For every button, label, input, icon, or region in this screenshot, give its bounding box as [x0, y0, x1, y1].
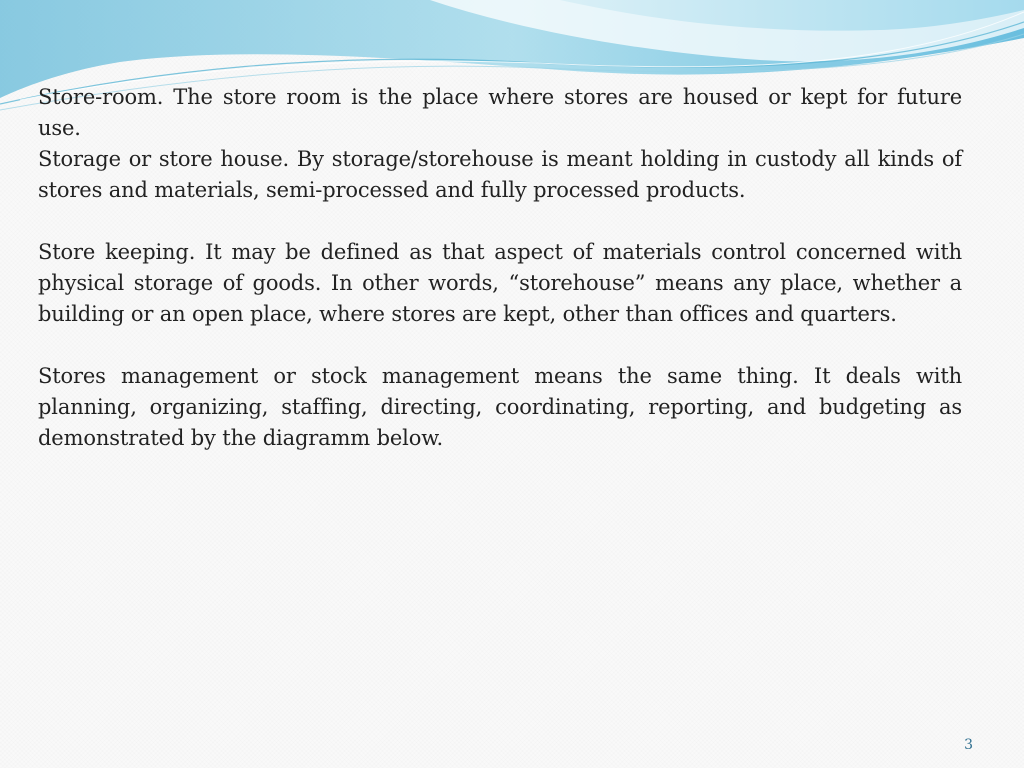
- slide-body-text: [38, 82, 962, 454]
- paragraph-storage: Storage or store house. By storage/storehouse is meant holding in custody all kinds of stores and materials, semi-processed and fully processed products.: [38, 147, 962, 202]
- paragraph-store-keeping: Store keeping. It may be defined as that aspect of materials control concerned with physical storage of goods. In other words, “storehouse” means any place, whether a building or an open place, where stores are kept, other than offices and quarters.: [38, 240, 962, 326]
- paragraph-stores-management: Stores management or stock management means the same thing. It deals with planning, organizing, staffing, directing, coordinating, reporting, and budgeting as demonstrated by the diagramm below.: [38, 364, 962, 450]
- paragraph-store-room: Store-room. The store room is the place where stores are housed or kept for future use.: [38, 85, 962, 140]
- page-number: 3: [964, 737, 973, 753]
